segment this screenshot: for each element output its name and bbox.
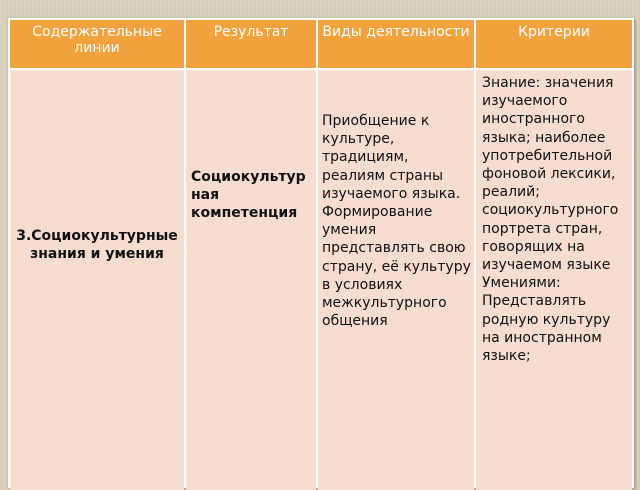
header-content-lines: Содержательные линии bbox=[10, 20, 184, 68]
header-result: Результат bbox=[186, 20, 316, 68]
cell-activity: Приобщение к культуре, традициям, реалиям страны изучаемого языка. Формирование умения представлять свою страну, её культуру в условиях межкультурного общения bbox=[318, 70, 474, 490]
header-activity-types: Виды деятельности bbox=[318, 20, 474, 68]
cell-criteria: Знание: значения изучаемого иностранного языка; наиболее употребительной фоновой лексики, реалий; социокультурного портрета стран, говорящих на изучаемом языке Умениями: Представлять родную культуру на иностранном языке; bbox=[476, 70, 632, 490]
header-criteria: Критерии bbox=[476, 20, 632, 68]
cell-content-line: 3.Социокультурные знания и умения bbox=[10, 70, 184, 490]
content-table bbox=[8, 18, 634, 488]
cell-result: Социокультурная компетенция bbox=[186, 70, 316, 490]
